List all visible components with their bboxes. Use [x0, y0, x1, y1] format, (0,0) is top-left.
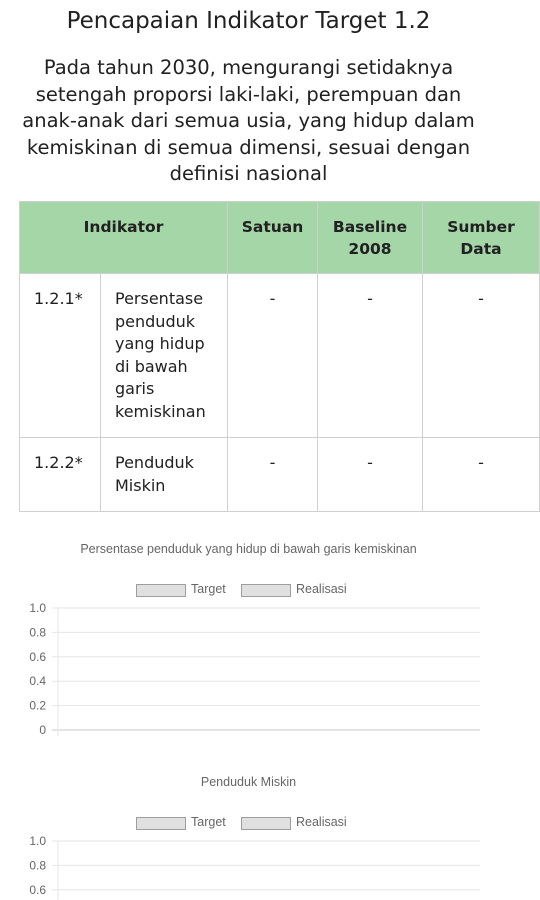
legend-label: Realisasi — [296, 815, 347, 829]
y-tick-label: 1.0 — [29, 834, 46, 848]
y-tick-label: 1.0 — [29, 601, 46, 615]
row-indicator-name: Persentase penduduk yang hidup di bawah garis kemiskinan — [101, 274, 228, 438]
legend-label: Realisasi — [296, 582, 347, 596]
y-tick-label: 0.8 — [29, 625, 46, 640]
row-baseline: - — [318, 274, 423, 438]
row-baseline: - — [318, 438, 423, 512]
row-satuan: - — [228, 438, 318, 512]
row-sumber: - — [423, 438, 540, 512]
y-tick-label: 0.8 — [29, 858, 46, 873]
y-tick-label: 0.6 — [29, 882, 46, 897]
chart-title: Penduduk Miskin — [200, 775, 297, 789]
header-baseline-line1: Baseline — [332, 218, 408, 236]
y-tick-label: 0.2 — [29, 698, 46, 713]
y-tick-label: 0 — [39, 723, 46, 737]
row-sumber: - — [423, 274, 540, 438]
header-sumber-line1: Sumber — [447, 218, 515, 236]
legend-label: Target — [191, 582, 226, 596]
y-tick-label: 0.6 — [29, 649, 46, 664]
row-code: 1.2.2* — [20, 438, 101, 512]
row-indicator-name: Penduduk Miskin — [101, 438, 228, 512]
page-subtitle: Pada tahun 2030, mengurangi setidaknya setengah proporsi laki-laki, perempuan dan anak-anak dari semua usia, yang hidup dalam kemiskinan di semua dimensi, sesuai dengan definisi nasional — [22, 56, 475, 185]
y-tick-label: 0.4 — [29, 674, 46, 689]
legend-label: Target — [191, 815, 226, 829]
header-satuan: Satuan — [228, 202, 318, 274]
page-title: Pencapaian Indikator Target 1.2 — [66, 8, 431, 34]
header-baseline-line2: 2008 — [348, 240, 392, 258]
header-indikator: Indikator — [20, 202, 228, 274]
chart-title: Persentase penduduk yang hidup di bawah garis kemiskinan — [80, 542, 417, 556]
row-code: 1.2.1* — [20, 274, 101, 438]
row-satuan: - — [228, 274, 318, 438]
header-sumber-line2: Data — [460, 240, 502, 258]
